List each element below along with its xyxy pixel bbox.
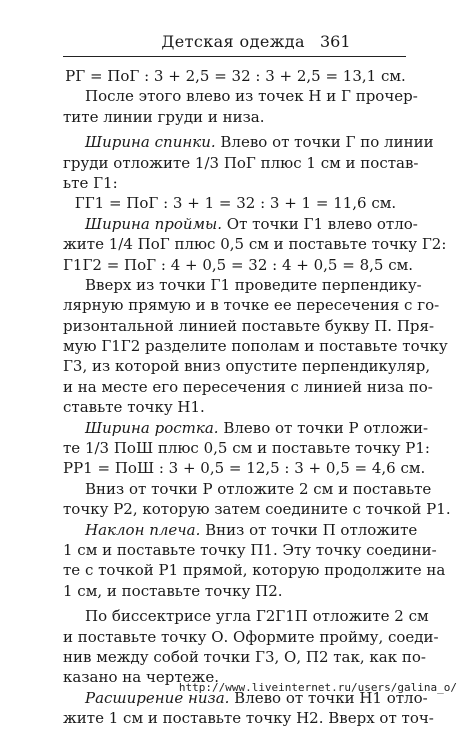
text-line: груди отложите 1/3 ПоГ плюс 1 см и постав- xyxy=(63,153,419,172)
text-line: нив между собой точки Г3, О, П2 так, как по- xyxy=(63,647,426,666)
text-line: и поставьте точку О. Оформите пройму, соеди- xyxy=(63,627,439,646)
section-term: Расширение низа. xyxy=(85,688,230,707)
section-term: Наклон плеча. xyxy=(85,520,201,539)
formula-line: Г1Г2 = ПоГ : 4 + 0,5 = 32 : 4 + 0,5 = 8,5 см. xyxy=(63,255,414,274)
page-header xyxy=(0,24,465,54)
page-number: 361 xyxy=(320,32,351,51)
section-term: Ширина спинки. xyxy=(85,133,216,152)
text-line: лярную прямую и в точке ее пересечения с го- xyxy=(63,296,440,315)
text-line: 1 см и поставьте точку П1. Эту точку соедини- xyxy=(63,540,437,559)
text-line: и на месте его пересечения с линией низа по- xyxy=(63,377,433,396)
text-line: Расширение низа. Влево от точки Н1 отло- xyxy=(85,688,428,707)
text-line: ставьте точку Н1. xyxy=(63,398,205,417)
text-line: те с точкой Р1 прямой, которую продолжите на xyxy=(63,561,446,580)
text-line: Наклон плеча. Вниз от точки П отложите xyxy=(85,520,418,539)
text-line: точку Р2, которую затем соедините с точкой Р1. xyxy=(63,500,451,519)
text-line: Ширина ростка. Влево от точки Р отложи- xyxy=(85,418,429,437)
body-text xyxy=(63,66,451,729)
section-term: Ширина ростка. xyxy=(85,418,219,437)
formula-line: ГГ1 = ПоГ : 3 + 1 = 32 : 3 + 1 = 11,6 см. xyxy=(74,194,397,213)
text-line: те 1/3 ПоШ плюс 0,5 см и поставьте точку Р1: xyxy=(63,439,430,458)
text-line: Вверх из точки Г1 проведите перпендику- xyxy=(85,275,422,294)
text-line: Г3, из которой вниз опустите перпендикуляр, xyxy=(63,357,431,376)
text-line: жите 1 см и поставьте точку Н2. Вверх от точ- xyxy=(63,709,434,728)
running-title: Детская одежда xyxy=(161,32,305,51)
text-line: жите 1/4 ПоГ плюс 0,5 см и поставьте точку Г2: xyxy=(63,235,447,254)
formula-line: РР1 = ПоШ : 3 + 0,5 = 12,5 : 3 + 0,5 = 4,6 см. xyxy=(63,459,426,478)
text-line: 1 см, и поставьте точку П2. xyxy=(63,581,283,600)
formula-line: РГ = ПоГ : 3 + 2,5 = 32 : 3 + 2,5 = 13,1 см. xyxy=(65,67,406,85)
text-line: казано на чертеже. xyxy=(63,668,219,687)
text-line: Ширина проймы. От точки Г1 влево отло- xyxy=(85,214,418,233)
text-line: мую Г1Г2 разделите пополам и поставьте точку xyxy=(63,337,448,356)
text-line: По биссектрисе угла Г2Г1П отложите 2 см xyxy=(85,607,429,626)
header-rule xyxy=(63,56,406,57)
source-url[interactable]: http://www.liveinternet.ru/users/galina_o/ xyxy=(178,681,457,694)
text-line: ризонтальной линией поставьте букву П. Пря- xyxy=(63,316,435,335)
text-line: Ширина спинки. Влево от точки Г по линии xyxy=(85,133,434,152)
section-term: Ширина проймы. xyxy=(85,214,223,233)
text-line: ьте Г1: xyxy=(63,173,118,192)
text-line: Вниз от точки Р отложите 2 см и поставьте xyxy=(85,479,432,498)
text-line: После этого влево из точек Н и Г прочер- xyxy=(85,87,418,106)
text-line: тите линии груди и низа. xyxy=(63,107,265,126)
